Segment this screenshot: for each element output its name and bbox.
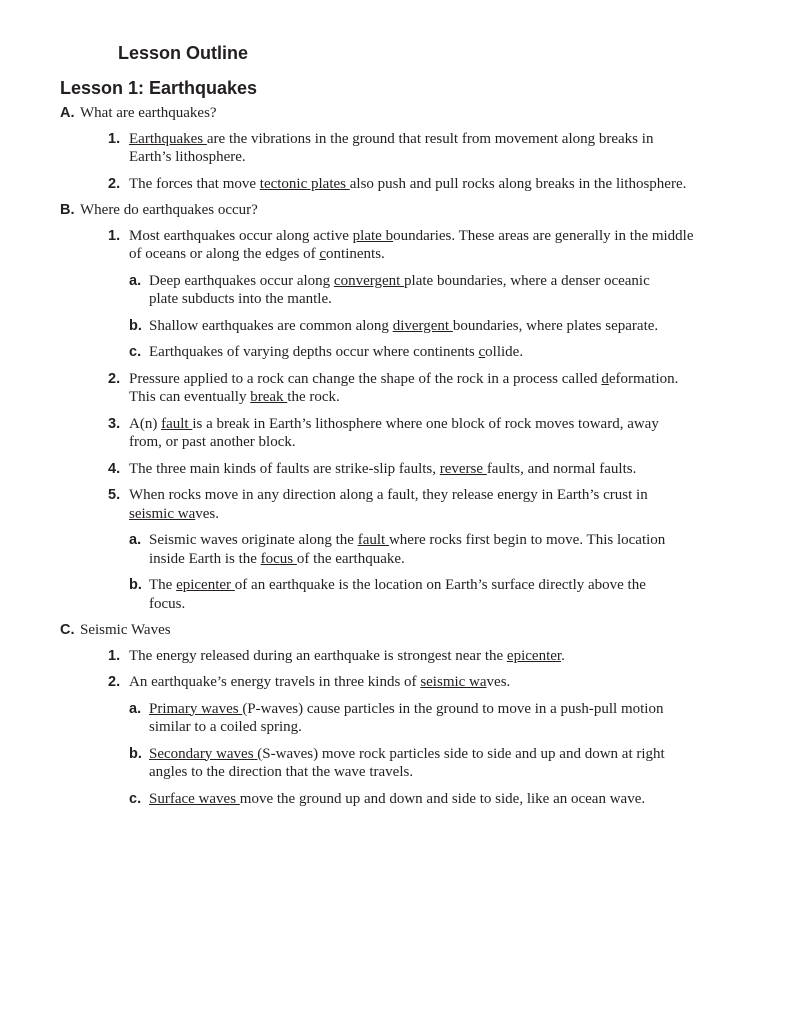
section-heading: Where do earthquakes occur? (80, 202, 258, 218)
text-segment: is a break in Earth’s lithosphere where one block of rock moves toward, away from, or past another block. (129, 415, 659, 450)
underlined-answer: plate b (352, 227, 394, 244)
outline-subitem (129, 343, 678, 362)
sub-items (129, 272, 694, 362)
underlined-answer: Earthquakes (129, 130, 207, 147)
item-marker: 4. (108, 460, 121, 477)
text-segment: move the ground up and down and side to side, like an ocean wave. (239, 790, 646, 807)
outline-text (149, 344, 523, 360)
underlined-answer: seismic wa (129, 505, 196, 522)
outline-item (108, 415, 694, 452)
underlined-answer: tectonic plates (259, 175, 350, 192)
underlined-answer: reverse (439, 460, 487, 477)
outline-text (149, 273, 650, 308)
outline-text (129, 487, 648, 522)
text-segment: ontinents. (326, 246, 385, 262)
outline-item (108, 370, 694, 407)
item-marker: 3. (108, 415, 121, 432)
underlined-answer: c (319, 246, 327, 262)
section-marker: B. (60, 202, 75, 218)
section-items (108, 647, 700, 809)
underlined-answer: Primary waves (149, 700, 243, 717)
underlined-answer: seismic wa (420, 674, 487, 690)
outline-text (129, 176, 686, 192)
outline-subitem (129, 317, 678, 336)
underlined-answer: fault (161, 415, 193, 432)
outline-subitem (129, 272, 678, 309)
section-items (108, 130, 700, 194)
outline-subitem (129, 576, 678, 613)
section-items (108, 227, 700, 614)
outline-section (60, 104, 700, 193)
document-title: Lesson Outline (118, 43, 249, 63)
text-segment: where rocks first begin to move. This location inside Earth is the (149, 532, 666, 567)
text-segment: Pressure applied to a rock can change the shape of the rock in a process called (129, 370, 602, 387)
outline-item (108, 130, 694, 167)
text-segment: (P-waves) cause particles in the ground to move in a push-pull motion similar to a coiled spring. (149, 700, 664, 735)
outline-item (108, 647, 694, 666)
item-marker: 1. (108, 647, 121, 664)
outline-text (149, 532, 665, 567)
text-segment: The forces that move (129, 175, 260, 192)
outline-subitem (129, 790, 678, 809)
outline-subitem (129, 700, 678, 737)
outline-text (129, 416, 659, 451)
text-segment: The (149, 577, 177, 593)
text-segment: Earthquakes of varying depths occur where continents (149, 344, 479, 360)
underlined-answer: Secondary waves ( (149, 745, 263, 762)
underlined-answer: focus (260, 550, 297, 567)
subitem-marker: b. (129, 745, 142, 762)
text-segment: The three main kinds of faults are strike-slip faults, (129, 460, 440, 477)
text-segment: A(n) (129, 415, 162, 432)
subitem-marker: c. (129, 344, 142, 360)
section-marker: A. (60, 105, 75, 121)
outline-item (108, 486, 694, 613)
subitem-marker: a. (129, 700, 142, 717)
text-segment: faults, and normal faults. (486, 460, 637, 477)
outline-subitem (129, 745, 678, 782)
outline-text (129, 674, 510, 690)
text-segment: Deep earthquakes occur along (149, 272, 334, 289)
item-marker: 2. (108, 674, 121, 690)
text-segment: An earthquake’s energy travels in three kinds of (129, 674, 421, 690)
outline-item (108, 175, 694, 194)
outline-text (129, 228, 694, 263)
outline-section (60, 621, 700, 808)
subitem-marker: c. (129, 790, 142, 807)
text-segment: also push and pull rocks along breaks in the lithosphere. (349, 175, 687, 192)
outline-text (129, 371, 678, 406)
outline-text (129, 461, 636, 477)
outline-item (108, 673, 694, 808)
text-segment: of an earthquake is the location on Earth’s surface directly above the focus. (149, 577, 646, 612)
section-heading: Seismic Waves (80, 622, 171, 638)
outline-text (149, 318, 658, 334)
text-segment: Shallow earthquakes are common along (149, 317, 393, 334)
outline-text (149, 746, 665, 781)
item-marker: 1. (108, 130, 121, 147)
outline-text (129, 131, 653, 166)
item-marker: 5. (108, 487, 121, 503)
section-heading: What are earthquakes? (80, 105, 217, 121)
text-segment: oundaries. These areas are generally in the middle of oceans or along the edges of (129, 227, 694, 262)
text-segment: are the vibrations in the ground that result from movement along breaks in Earth’s lithosphere. (129, 130, 654, 165)
underlined-answer: epicenter (506, 647, 562, 664)
lesson-title: Lesson 1: Earthquakes (60, 78, 258, 98)
outline-item (108, 227, 694, 362)
underlined-answer: c (478, 344, 486, 360)
outline-text (149, 701, 663, 736)
sub-items (129, 700, 694, 809)
outline-text (149, 791, 645, 807)
text-segment: Seismic waves originate along the (149, 532, 358, 548)
underlined-answer: d (601, 370, 609, 387)
outline-text (129, 648, 565, 664)
subitem-marker: b. (129, 577, 142, 593)
text-segment: plate boundaries, where a denser oceanic plate subducts into the mantle. (149, 272, 650, 307)
lesson-outline (60, 104, 700, 816)
underlined-answer: convergent (333, 272, 405, 289)
text-segment: The energy released during an earthquake is strongest near the (129, 647, 507, 664)
sub-items (129, 531, 694, 613)
text-segment: S-waves) move rock particles side to side and up and down at right angles to the direction that the wave travels. (149, 745, 665, 780)
subitem-marker: a. (129, 272, 142, 289)
subitem-marker: a. (129, 532, 142, 548)
underlined-answer: epicenter (176, 577, 235, 593)
text-segment: . (561, 647, 565, 664)
outline-section (60, 201, 700, 613)
outline-subitem (129, 531, 678, 568)
underlined-answer: fault (357, 532, 389, 548)
text-segment: of the earthquake. (296, 550, 405, 567)
text-segment: the rock. (287, 389, 340, 405)
text-segment: boundaries, where plates separate. (452, 317, 659, 334)
underlined-answer: break (250, 389, 288, 405)
text-segment: ves. (486, 674, 511, 690)
item-marker: 2. (108, 370, 121, 387)
outline-text (149, 577, 646, 612)
subitem-marker: b. (129, 317, 142, 334)
text-segment: eformation. This can eventually (129, 370, 679, 405)
item-marker: 2. (108, 175, 121, 192)
outline-item (108, 460, 694, 479)
item-marker: 1. (108, 227, 121, 244)
text-segment: Most earthquakes occur along active (129, 227, 353, 244)
underlined-answer: Surface waves (149, 790, 240, 807)
section-marker: C. (60, 622, 75, 638)
text-segment: ollide. (485, 344, 524, 360)
text-segment: ves. (195, 505, 219, 522)
text-segment: When rocks move in any direction along a fault, they release energy in Earth’s crust in (129, 487, 648, 503)
underlined-answer: divergent (392, 317, 453, 334)
